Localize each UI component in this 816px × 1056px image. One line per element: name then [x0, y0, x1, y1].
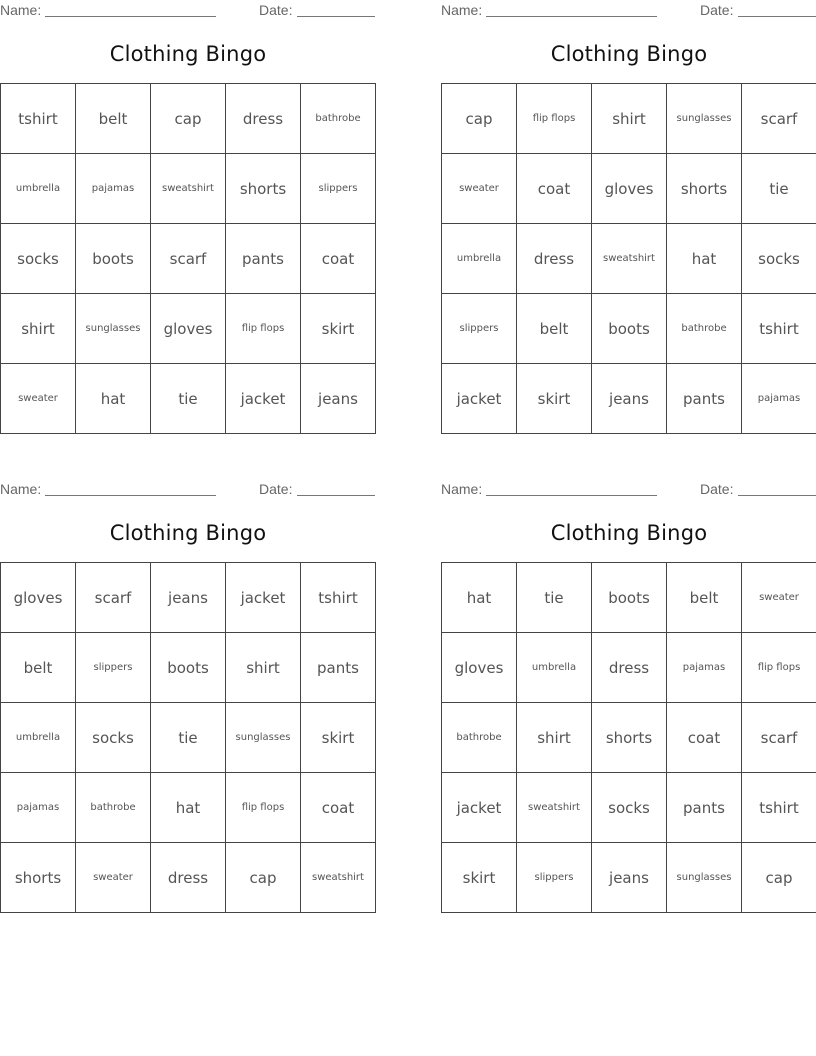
grid-row	[442, 563, 816, 633]
grid-row	[1, 773, 376, 843]
grid-cell: flip flops	[226, 773, 301, 843]
bingo-grid	[0, 562, 376, 913]
grid-cell: sunglasses	[667, 843, 742, 913]
grid-cell: sweatshirt	[592, 224, 667, 294]
name-date-row	[441, 481, 816, 499]
grid-row	[1, 843, 376, 913]
grid-cell: tie	[151, 364, 226, 434]
date-label: Date:	[700, 481, 734, 497]
grid-row	[442, 84, 816, 154]
grid-cell: slippers	[442, 294, 517, 364]
date-blank-line	[738, 495, 816, 496]
date-label: Date:	[259, 2, 293, 18]
bingo-card	[441, 479, 816, 919]
name-blank-line	[45, 16, 216, 17]
grid-cell: sweatshirt	[151, 154, 226, 224]
grid-cell: pajamas	[667, 633, 742, 703]
grid-cell: skirt	[517, 364, 592, 434]
grid-cell: tshirt	[301, 563, 376, 633]
grid-cell: sweater	[742, 563, 816, 633]
bingo-grid	[441, 562, 816, 913]
grid-cell: coat	[667, 703, 742, 773]
grid-row	[1, 294, 376, 364]
grid-cell: cap	[226, 843, 301, 913]
grid-cell: jeans	[592, 843, 667, 913]
grid-cell: pajamas	[76, 154, 151, 224]
grid-row	[1, 703, 376, 773]
grid-cell: sweater	[442, 154, 517, 224]
grid-cell: pants	[667, 364, 742, 434]
grid-cell: tie	[742, 154, 816, 224]
grid-cell: dress	[151, 843, 226, 913]
grid-row	[1, 154, 376, 224]
grid-cell: umbrella	[517, 633, 592, 703]
grid-cell: hat	[442, 563, 517, 633]
grid-row	[1, 563, 376, 633]
grid-cell: dress	[517, 224, 592, 294]
grid-cell: socks	[76, 703, 151, 773]
card-title: Clothing Bingo	[550, 42, 708, 66]
grid-row	[442, 843, 816, 913]
grid-row	[442, 364, 816, 434]
grid-cell: bathrobe	[301, 84, 376, 154]
grid-cell: tie	[517, 563, 592, 633]
grid-row	[442, 703, 816, 773]
grid-cell: jeans	[301, 364, 376, 434]
grid-cell: pants	[226, 224, 301, 294]
grid-cell: sweatshirt	[517, 773, 592, 843]
grid-cell: scarf	[742, 703, 816, 773]
grid-cell: jacket	[226, 563, 301, 633]
grid-cell: pants	[667, 773, 742, 843]
grid-cell: belt	[517, 294, 592, 364]
grid-cell: gloves	[442, 633, 517, 703]
grid-cell: shorts	[667, 154, 742, 224]
grid-cell: cap	[151, 84, 226, 154]
bingo-card	[441, 0, 816, 440]
grid-cell: pajamas	[742, 364, 816, 434]
name-label: Name:	[0, 2, 42, 18]
bingo-grid	[0, 83, 376, 434]
grid-cell: umbrella	[1, 703, 76, 773]
grid-cell: jacket	[226, 364, 301, 434]
name-date-row	[0, 2, 376, 20]
grid-cell: sweater	[76, 843, 151, 913]
grid-row	[1, 224, 376, 294]
grid-cell: jacket	[442, 773, 517, 843]
grid-row	[1, 364, 376, 434]
grid-row	[442, 154, 816, 224]
grid-cell: tie	[151, 703, 226, 773]
grid-cell: cap	[742, 843, 816, 913]
grid-cell: gloves	[151, 294, 226, 364]
grid-cell: shorts	[1, 843, 76, 913]
grid-cell: sweatshirt	[301, 843, 376, 913]
date-blank-line	[297, 16, 375, 17]
grid-cell: coat	[301, 773, 376, 843]
grid-cell: flip flops	[517, 84, 592, 154]
grid-cell: shorts	[592, 703, 667, 773]
grid-cell: socks	[592, 773, 667, 843]
date-label: Date:	[700, 2, 734, 18]
grid-cell: hat	[667, 224, 742, 294]
grid-cell: cap	[442, 84, 517, 154]
name-label: Name:	[441, 481, 483, 497]
grid-cell: bathrobe	[76, 773, 151, 843]
grid-cell: boots	[592, 294, 667, 364]
name-date-row	[441, 2, 816, 20]
card-title: Clothing Bingo	[550, 521, 708, 545]
name-date-row	[0, 481, 376, 499]
grid-cell: hat	[76, 364, 151, 434]
grid-cell: pajamas	[1, 773, 76, 843]
grid-cell: scarf	[742, 84, 816, 154]
grid-cell: jeans	[151, 563, 226, 633]
grid-cell: tshirt	[1, 84, 76, 154]
grid-cell: flip flops	[742, 633, 816, 703]
card-title: Clothing Bingo	[109, 42, 267, 66]
grid-cell: bathrobe	[667, 294, 742, 364]
grid-cell: jeans	[592, 364, 667, 434]
grid-cell: shirt	[517, 703, 592, 773]
grid-cell: dress	[226, 84, 301, 154]
name-blank-line	[45, 495, 216, 496]
grid-cell: tshirt	[742, 773, 816, 843]
grid-cell: umbrella	[442, 224, 517, 294]
grid-cell: socks	[1, 224, 76, 294]
name-label: Name:	[441, 2, 483, 18]
grid-cell: dress	[592, 633, 667, 703]
grid-cell: shorts	[226, 154, 301, 224]
grid-cell: gloves	[1, 563, 76, 633]
grid-cell: bathrobe	[442, 703, 517, 773]
grid-cell: belt	[667, 563, 742, 633]
grid-row	[442, 294, 816, 364]
name-label: Name:	[0, 481, 42, 497]
grid-cell: pants	[301, 633, 376, 703]
grid-cell: slippers	[76, 633, 151, 703]
bingo-card	[0, 479, 376, 919]
grid-cell: slippers	[517, 843, 592, 913]
grid-cell: belt	[76, 84, 151, 154]
grid-cell: shirt	[1, 294, 76, 364]
date-label: Date:	[259, 481, 293, 497]
grid-cell: flip flops	[226, 294, 301, 364]
grid-cell: coat	[517, 154, 592, 224]
grid-cell: sweater	[1, 364, 76, 434]
grid-cell: shirt	[592, 84, 667, 154]
grid-cell: skirt	[301, 703, 376, 773]
card-title: Clothing Bingo	[109, 521, 267, 545]
grid-row	[1, 633, 376, 703]
grid-cell: jacket	[442, 364, 517, 434]
grid-cell: boots	[592, 563, 667, 633]
grid-cell: sunglasses	[667, 84, 742, 154]
grid-row	[442, 633, 816, 703]
grid-row	[442, 224, 816, 294]
date-blank-line	[738, 16, 816, 17]
grid-cell: umbrella	[1, 154, 76, 224]
grid-cell: tshirt	[742, 294, 816, 364]
bingo-card	[0, 0, 376, 440]
date-blank-line	[297, 495, 375, 496]
grid-cell: coat	[301, 224, 376, 294]
grid-cell: scarf	[151, 224, 226, 294]
grid-cell: boots	[151, 633, 226, 703]
name-blank-line	[486, 495, 657, 496]
grid-cell: skirt	[442, 843, 517, 913]
grid-cell: scarf	[76, 563, 151, 633]
grid-cell: sunglasses	[226, 703, 301, 773]
grid-cell: belt	[1, 633, 76, 703]
grid-row	[442, 773, 816, 843]
name-blank-line	[486, 16, 657, 17]
grid-cell: gloves	[592, 154, 667, 224]
grid-cell: sunglasses	[76, 294, 151, 364]
grid-cell: hat	[151, 773, 226, 843]
grid-cell: boots	[76, 224, 151, 294]
grid-cell: shirt	[226, 633, 301, 703]
bingo-grid	[441, 83, 816, 434]
grid-cell: skirt	[301, 294, 376, 364]
grid-cell: slippers	[301, 154, 376, 224]
grid-cell: socks	[742, 224, 816, 294]
grid-row	[1, 84, 376, 154]
